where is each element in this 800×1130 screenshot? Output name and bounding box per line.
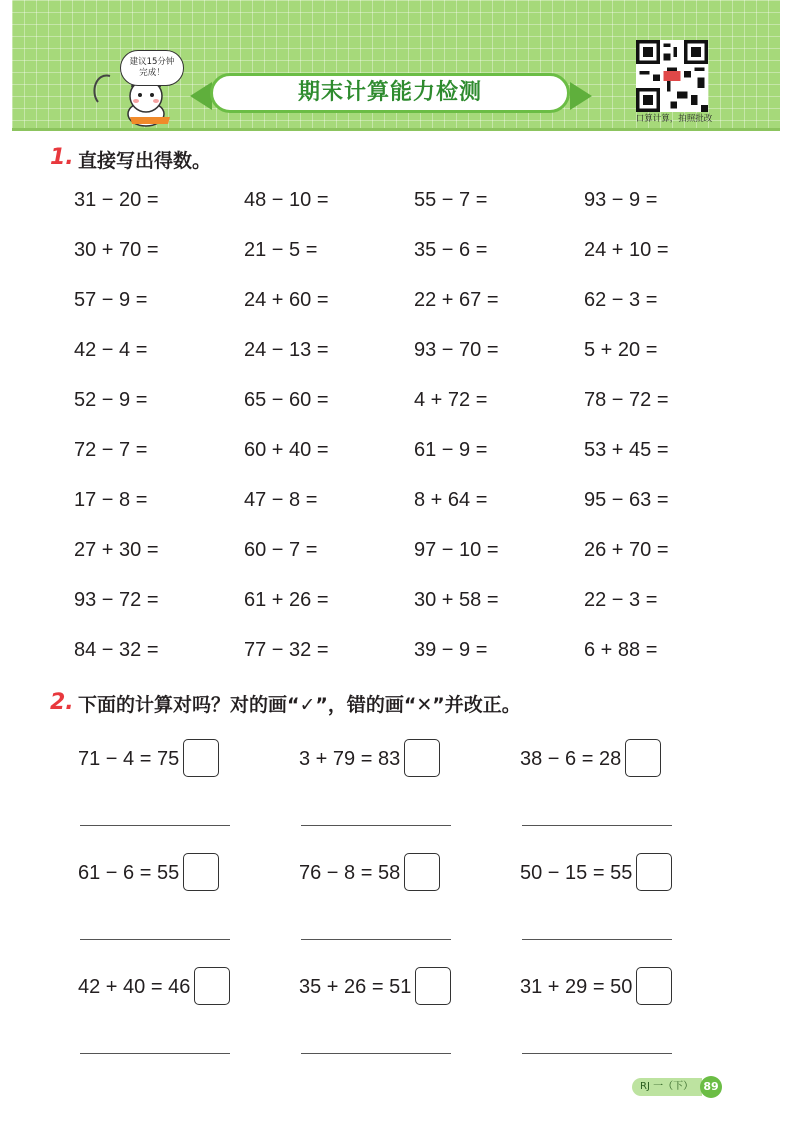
- equation-cell: 52 − 9 =: [74, 389, 148, 411]
- equation-cell: 55 − 7 =: [414, 189, 488, 211]
- equation-cell: 93 − 70 =: [414, 339, 499, 361]
- equation-cell: 31 − 20 =: [74, 189, 159, 211]
- section-1-number: 1.: [50, 145, 74, 170]
- check-and-correct-grid: [78, 737, 758, 1079]
- equation-cell: 35 − 6 =: [414, 239, 488, 261]
- equation-cell: 48 − 10 =: [244, 189, 329, 211]
- speech-bubble: [120, 50, 184, 86]
- equation-cell: 26 + 70 =: [584, 539, 669, 561]
- edition-tag: RJ 一（下）: [632, 1078, 702, 1096]
- equation-cell: 47 − 8 =: [244, 489, 318, 511]
- equation-text: 3 + 79 = 83: [299, 748, 401, 770]
- equation-cell: 62 − 3 =: [584, 289, 658, 311]
- page-title: 期末计算能力检测: [210, 73, 570, 113]
- section-2-number: 2.: [50, 690, 74, 715]
- equation-cell: 93 − 9 =: [584, 189, 658, 211]
- correction-line[interactable]: [522, 1053, 672, 1054]
- equation-text: 50 − 15 = 55: [520, 862, 633, 884]
- page-number: 89: [700, 1076, 722, 1098]
- answer-box[interactable]: [404, 853, 440, 891]
- equation-cell: 22 + 67 =: [414, 289, 499, 311]
- check-item: [78, 737, 299, 851]
- check-item: [520, 851, 741, 965]
- equation-cell: 97 − 10 =: [414, 539, 499, 561]
- answer-box[interactable]: [636, 967, 672, 1005]
- equation-cell: 77 − 32 =: [244, 639, 329, 661]
- equation-cell: 42 − 4 =: [74, 339, 148, 361]
- answer-box[interactable]: [404, 739, 440, 777]
- equation-cell: 57 − 9 =: [74, 289, 148, 311]
- check-item: [299, 851, 520, 965]
- equation-cell: 61 + 26 =: [244, 589, 329, 611]
- answer-box[interactable]: [183, 853, 219, 891]
- equation-cell: 6 + 88 =: [584, 639, 658, 661]
- correction-line[interactable]: [301, 825, 451, 826]
- equation-cell: 30 + 58 =: [414, 589, 499, 611]
- equation-cell: 95 − 63 =: [584, 489, 669, 511]
- equation-cell: 17 − 8 =: [74, 489, 148, 511]
- correction-line[interactable]: [522, 825, 672, 826]
- equation-cell: 93 − 72 =: [74, 589, 159, 611]
- correction-line[interactable]: [301, 1053, 451, 1054]
- answer-box[interactable]: [194, 967, 230, 1005]
- equation-cell: 4 + 72 =: [414, 389, 488, 411]
- check-item: [520, 737, 741, 851]
- correction-line[interactable]: [522, 939, 672, 940]
- qr-caption: 口算计算，拍照批改: [635, 114, 713, 124]
- section-1-heading: 直接写出得数。: [78, 150, 212, 172]
- correction-line[interactable]: [80, 939, 230, 940]
- equation-cell: 5 + 20 =: [584, 339, 658, 361]
- answer-box[interactable]: [636, 853, 672, 891]
- equation-cell: 53 + 45 =: [584, 439, 669, 461]
- equation-cell: 24 + 10 =: [584, 239, 669, 261]
- answer-box[interactable]: [183, 739, 219, 777]
- answer-box[interactable]: [625, 739, 661, 777]
- answer-box[interactable]: [415, 967, 451, 1005]
- correction-line[interactable]: [80, 825, 230, 826]
- check-item: [78, 851, 299, 965]
- equation-cell: 39 − 9 =: [414, 639, 488, 661]
- check-item: [299, 965, 520, 1079]
- equation-cell: 8 + 64 =: [414, 489, 488, 511]
- correction-line[interactable]: [80, 1053, 230, 1054]
- equation-cell: 30 + 70 =: [74, 239, 159, 261]
- correction-line[interactable]: [301, 939, 451, 940]
- mental-math-grid: [74, 185, 754, 685]
- qr-code-icon[interactable]: [636, 40, 708, 112]
- equation-text: 76 − 8 = 58: [299, 862, 401, 884]
- equation-cell: 24 − 13 =: [244, 339, 329, 361]
- header-banner: [12, 0, 780, 131]
- equation-cell: 60 − 7 =: [244, 539, 318, 561]
- check-item: [520, 965, 741, 1079]
- equation-text: 42 + 40 = 46: [78, 976, 191, 998]
- equation-cell: 84 − 32 =: [74, 639, 159, 661]
- equation-cell: 22 − 3 =: [584, 589, 658, 611]
- equation-cell: 60 + 40 =: [244, 439, 329, 461]
- equation-cell: 21 − 5 =: [244, 239, 318, 261]
- bubble-line-2: 完成！: [139, 68, 165, 78]
- check-item: [78, 965, 299, 1079]
- equation-cell: 78 − 72 =: [584, 389, 669, 411]
- equation-text: 38 − 6 = 28: [520, 748, 622, 770]
- equation-cell: 72 − 7 =: [74, 439, 148, 461]
- equation-text: 61 − 6 = 55: [78, 862, 180, 884]
- equation-cell: 65 − 60 =: [244, 389, 329, 411]
- equation-cell: 61 − 9 =: [414, 439, 488, 461]
- equation-text: 35 + 26 = 51: [299, 976, 412, 998]
- equation-text: 71 − 4 = 75: [78, 748, 180, 770]
- check-item: [299, 737, 520, 851]
- equation-cell: 27 + 30 =: [74, 539, 159, 561]
- equation-text: 31 + 29 = 50: [520, 976, 633, 998]
- section-2-heading: 下面的计算对吗？对的画“✓”，错的画“✕”并改正。: [78, 694, 521, 716]
- bubble-line-1: 建议15分钟: [129, 57, 175, 67]
- ribbon-right: [570, 82, 592, 110]
- equation-cell: 24 + 60 =: [244, 289, 329, 311]
